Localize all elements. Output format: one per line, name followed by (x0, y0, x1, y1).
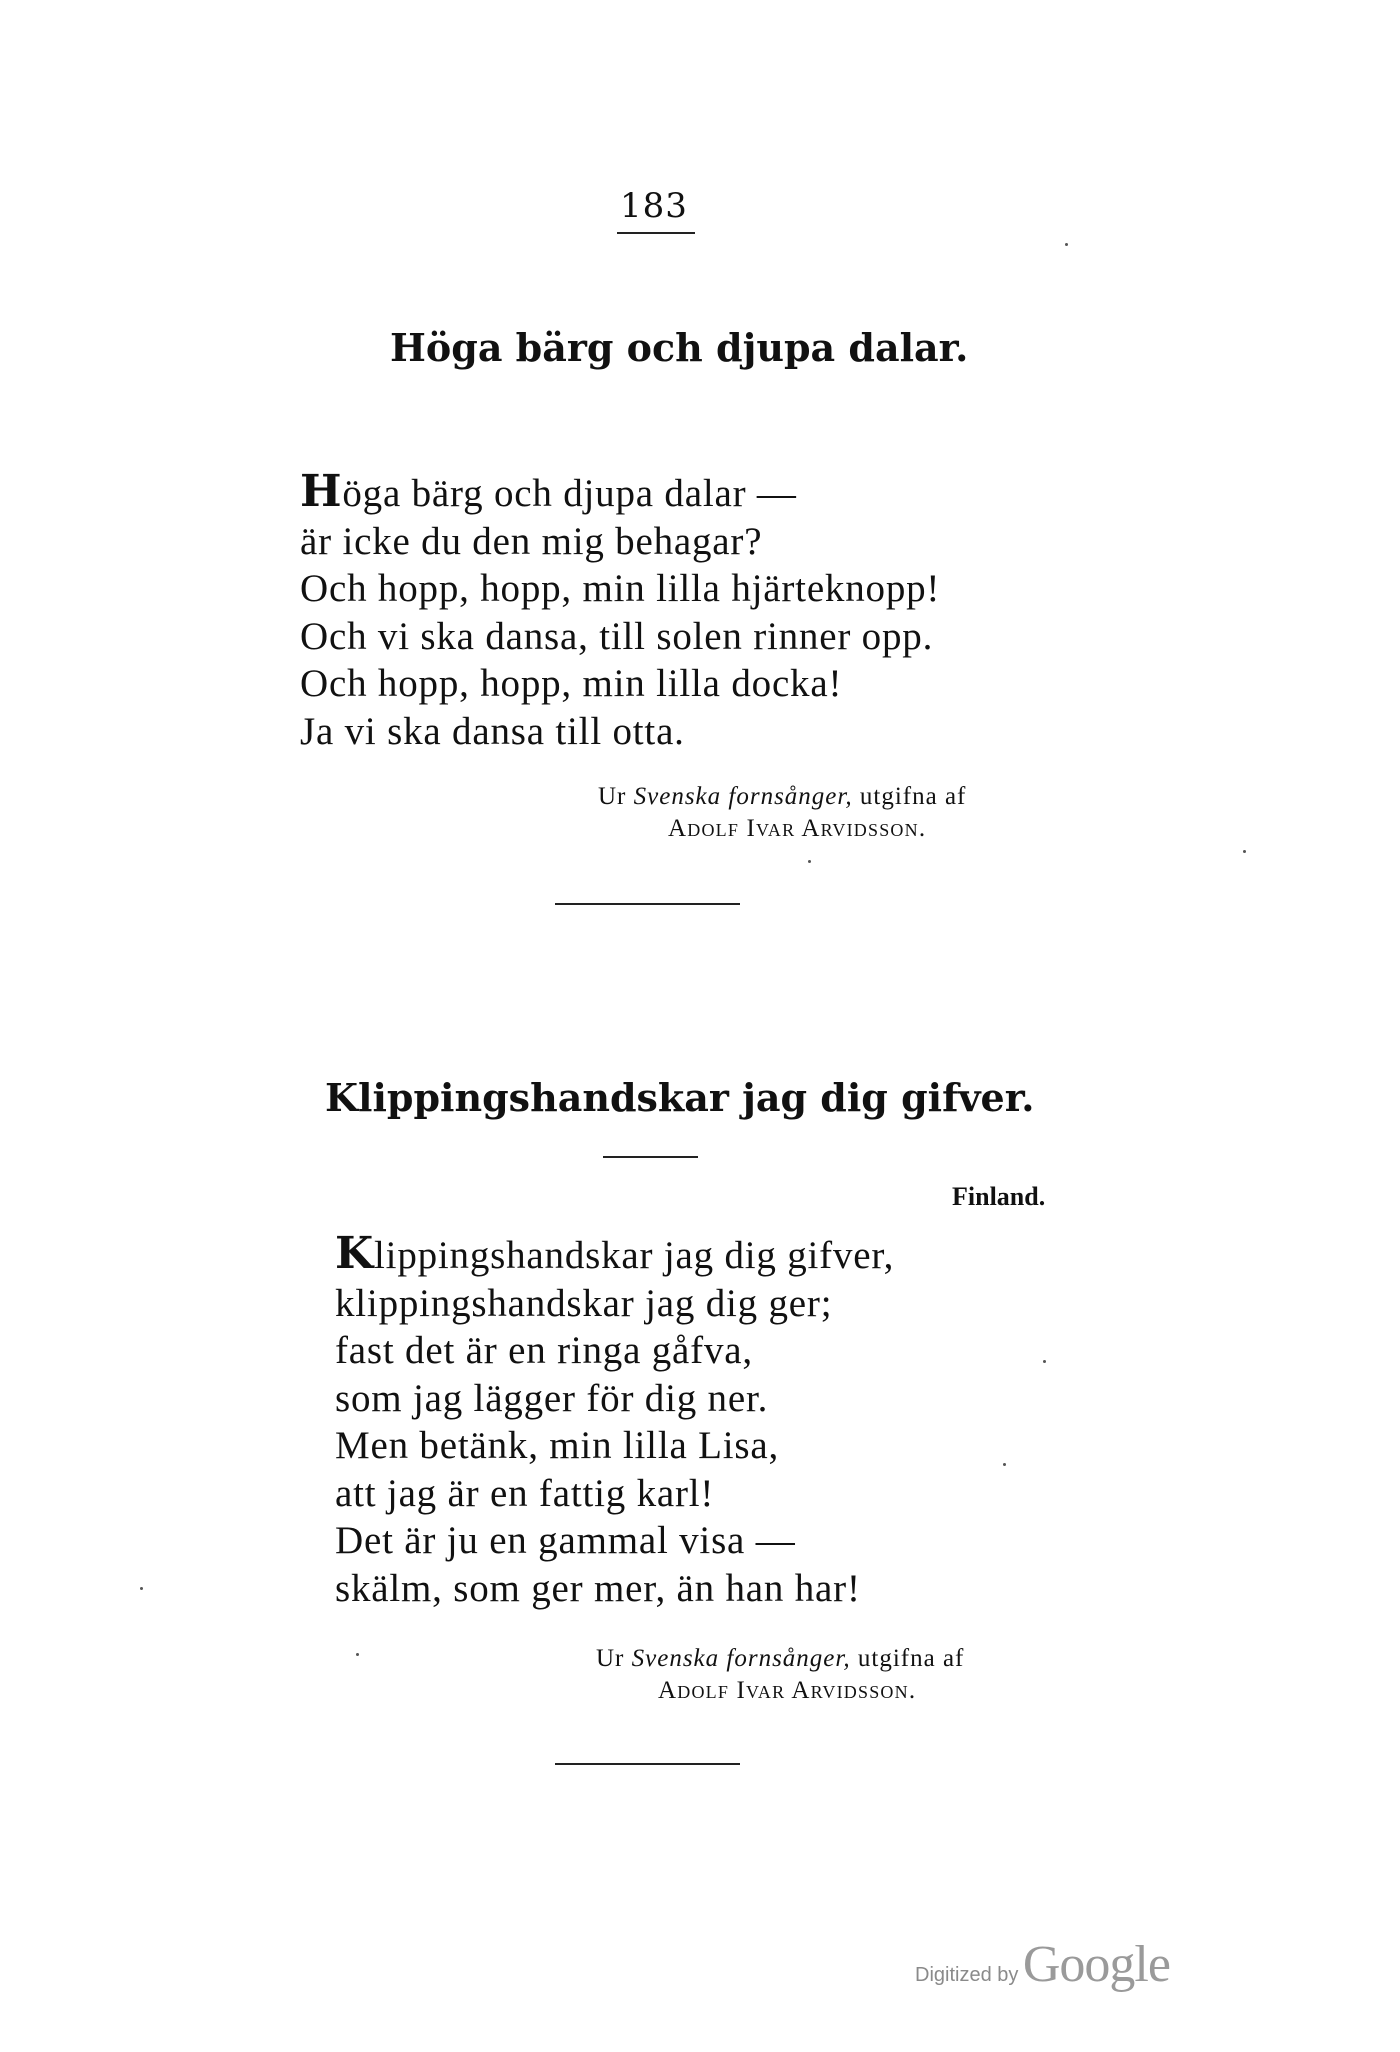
ink-speck (1043, 1360, 1046, 1363)
song1-line: Och vi ska dansa, till solen rinner opp. (300, 614, 934, 658)
song1-title: Höga bärg och djupa dalar. (390, 325, 969, 370)
ink-speck (1243, 850, 1246, 853)
song1-line: Ja vi ska dansa till otta. (300, 709, 685, 753)
song1-line: är icke du den mig behagar? (300, 519, 763, 563)
song1-source-author: Adolf Ivar Arvidsson. (668, 815, 927, 842)
song1-dropcap: H (300, 466, 343, 517)
song1-first-line-text: öga bärg och djupa dalar — (342, 472, 797, 515)
song2-line: fast det är en ringa gåfva, (335, 1329, 753, 1372)
song1-first-line (300, 466, 940, 518)
source-prefix: Ur (598, 783, 627, 810)
ink-speck (356, 1653, 359, 1656)
song2-line: Det är ju en gammal visa — (335, 1519, 796, 1562)
section-divider (555, 1763, 740, 1765)
song2-poem (335, 1228, 895, 1612)
ink-speck (808, 860, 811, 863)
page-number: 183 (620, 186, 688, 226)
digitized-by-label: Digitized by (915, 1964, 1019, 1986)
source-prefix: Ur (596, 1645, 625, 1672)
song2-title: Klippingshandskar jag dig gifver. (325, 1075, 1035, 1120)
source-suffix: utgifna af (859, 783, 967, 810)
source-book: Svenska fornsånger, (633, 783, 853, 810)
song1-line: Och hopp, hopp, min lilla docka! (300, 662, 843, 705)
song1-source (598, 782, 966, 812)
song2-line: att jag är en fattig karl! (335, 1471, 715, 1515)
ink-speck (140, 1587, 143, 1590)
song2-line: klippingshandskar jag dig ger; (335, 1281, 833, 1325)
song2-first-line (335, 1228, 895, 1280)
song2-dropcap: K (335, 1228, 375, 1279)
song1-line: Och hopp, hopp, min lilla hjärteknopp! (300, 567, 941, 610)
song2-source (596, 1644, 964, 1674)
ink-speck (1065, 243, 1068, 246)
song2-line: skälm, som ger mer, än han har! (335, 1566, 861, 1610)
song2-first-line-text: lippingshandskar jag dig gifver, (374, 1234, 895, 1277)
source-suffix: utgifna af (857, 1645, 965, 1672)
ink-speck (1003, 1463, 1006, 1466)
song2-line: Men betänk, min lilla Lisa, (335, 1424, 780, 1467)
song2-source-author: Adolf Ivar Arvidsson. (658, 1677, 917, 1704)
page-number-rule (617, 232, 695, 234)
song2-origin: Finland. (952, 1182, 1046, 1211)
song1-poem (300, 466, 941, 755)
song2-line: som jag lägger för dig ner. (335, 1376, 769, 1420)
digitized-by-google-watermark (915, 1935, 1170, 1994)
google-logo: Google (1022, 1936, 1170, 1993)
section-divider (555, 903, 740, 905)
source-book: Svenska fornsånger, (631, 1645, 851, 1672)
title-rule (603, 1156, 698, 1158)
